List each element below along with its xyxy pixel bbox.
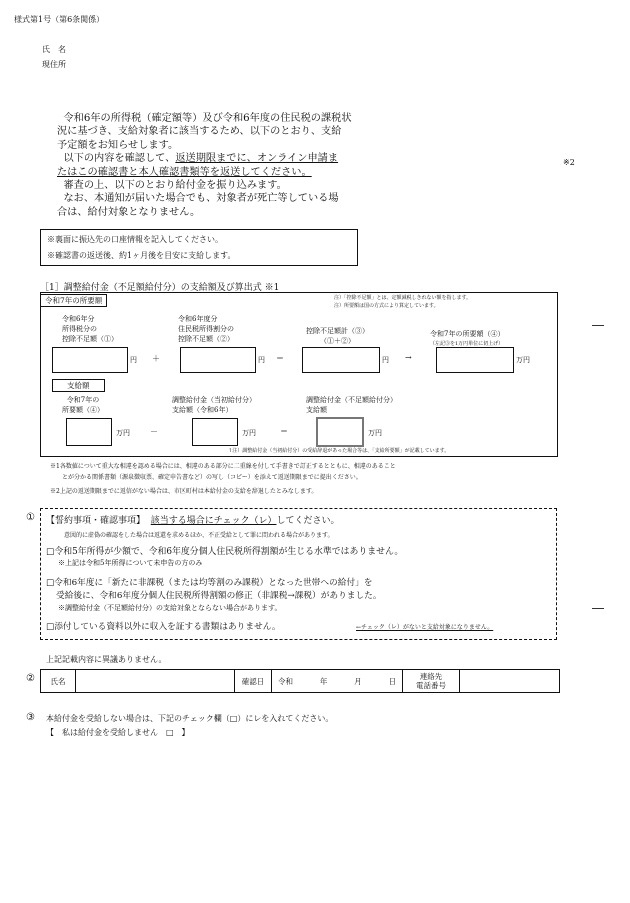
signature-row xyxy=(40,669,560,693)
amount4-unit: 万円 xyxy=(516,356,530,364)
b2-unit: 万円 xyxy=(242,429,256,437)
section1-title: ［1］調整給付金（不足額給付分）の支給額及び算出式 ※1 xyxy=(40,283,280,293)
margin-mark-bottom xyxy=(592,608,604,609)
notice-line-1: ※裏面に振込先の口座情報を記入してください。 xyxy=(47,235,223,244)
b1-input[interactable] xyxy=(66,418,112,446)
amount4-input[interactable] xyxy=(436,347,514,373)
b1-unit: 万円 xyxy=(116,429,130,437)
note-2: ※2上記の返送期限までに返信がない場合は、市区町村は本給付金の支給を辞退したとみなします。 xyxy=(50,488,318,495)
col4-label: 令和7年の所要額（④） （左記③を1万円単位に切上げ） xyxy=(430,330,505,347)
arrow-sign: → xyxy=(405,353,412,362)
sign-name-label: 氏名 xyxy=(41,670,76,692)
equals-sign: ＝ xyxy=(276,354,284,363)
section2-number: ① xyxy=(26,512,35,523)
amount3-unit: 円 xyxy=(382,356,389,364)
amount1-input[interactable] xyxy=(52,347,128,373)
section3-number: ③ xyxy=(26,712,35,723)
pledge-item-2[interactable]: □令和6年度に「新たに非課税（または均等割のみ課税）となった世帯への給付」を xyxy=(46,578,373,588)
b1-label: 令和7年の 所要額（④） xyxy=(62,396,104,414)
calc-footnote: ↑注）調整給付金（当初給付分）の受給辞退があった場合等は、「支給所要額」が記載しています。 xyxy=(228,448,450,454)
decline-checkbox-line[interactable]: 【 私は給付金を受給しません □ 】 xyxy=(46,728,190,737)
sign-date-input[interactable]: 令和 年 月 日 xyxy=(272,670,403,692)
plus-sign: ＋ xyxy=(152,354,160,363)
form-id: 様式第1号（第6条関係） xyxy=(14,15,105,24)
sign-tel-label: 連絡先 電話番号 xyxy=(403,670,460,692)
col3-label: 控除不足額計（③） （①＋②） xyxy=(306,327,369,345)
pledge-item-1-note: ※上記は令和5年所得について未申告の方のみ xyxy=(58,559,203,567)
sign-tel-input[interactable] xyxy=(460,670,559,692)
pledge-subnote: 意図的に虚偽の確認をした場合は返還を求めるほか、不正受給として罪に問われる場合があります。 xyxy=(64,532,334,539)
amount2-unit: 円 xyxy=(258,356,265,364)
notice-box xyxy=(40,229,358,266)
minus-sign: － xyxy=(150,427,158,436)
col1-label: 令和6年分 所得税分の 控除不足額（①） xyxy=(62,315,118,343)
decline-text: 本給付金を受給しない場合は、下記のチェック欄（□）にレを入れてください。 xyxy=(46,714,334,723)
b2-input[interactable] xyxy=(192,418,238,446)
note-1-line-1: ※1各数値について重大な相違を認める場合には、相違のある部分に二重線を付して手書きで訂正するとともに、相違のあること xyxy=(50,463,396,470)
name-label: 氏 名 xyxy=(42,45,66,54)
amount3-input[interactable] xyxy=(302,347,380,373)
pledge-item-2-line-2: 受給後に、令和6年度分個人住民税所得割額の修正（非課税→課税）がありました。 xyxy=(56,591,382,601)
bottom-section-label: 支給額 xyxy=(52,379,105,392)
pledge-item-1[interactable]: □令和5年所得が少額で、令和6年度分個人住民税所得割額が生じる水準ではありません。 xyxy=(46,547,404,557)
amount2-input[interactable] xyxy=(180,347,256,373)
confirm-text: 上記記載内容に異議ありません。 xyxy=(46,655,167,664)
b2-label: 調整給付金（当初給付分） 支給額（令和6年） xyxy=(172,396,256,414)
b3-label: 調整給付金（不足額給付分） 支給額 xyxy=(306,396,397,414)
note-b: 注）所要額は国の方式により算定しています。 xyxy=(334,303,439,309)
intro-text: 令和6年の所得税（確定額等）及び令和6年度の住民税の課税状 況に基づき、支給対象者に該当するため、以下のとおり、支給 予定額をお知らせします。 以下の内容を確認して、返送期限までに、オンライン申請ま たはこの確認書と本人確認書類等を返送してください。 審査の上、以下のとおり給付金を振り込みます。 なお、本通知が届いた場合でも、対象者が死亡等している場 合は、給付対象となりません。 xyxy=(57,113,352,218)
address-label: 現住所 xyxy=(42,60,66,69)
b3-unit: 万円 xyxy=(368,429,382,437)
section2b-number: ② xyxy=(26,673,35,684)
sign-date-label: 確認日 xyxy=(235,670,272,692)
note-a: 注）「控除不足額」とは、定額減税しきれない額を指します。 xyxy=(334,295,472,301)
pledge-item-3[interactable]: □添付している資料以外に収入を証する書類はありません。 xyxy=(46,622,281,632)
amount1-unit: 円 xyxy=(130,356,137,364)
note-1-line-2: とが分かる関係書類（源泉徴収票、確定申告書など）の写し（コピー）を添えて返送期限までに提出ください。 xyxy=(62,474,362,481)
equals-sign-2: ＝ xyxy=(280,427,288,436)
pledge-title: 【誓約事項・確認事項】 該当する場合にチェック（レ）してください。 xyxy=(46,516,340,526)
pledge-item-3-note: ←チェック（レ）がないと支給対象になりません。 xyxy=(356,624,494,631)
top-section-label: 令和7年の所要額 xyxy=(40,294,107,307)
pledge-item-2-note: ※調整給付金（不足額給付分）の支給対象とならない場合があります。 xyxy=(58,604,282,612)
col2-label: 令和6年度分 住民税所得割分の 控除不足額（②） xyxy=(178,315,234,343)
sign-name-input[interactable] xyxy=(76,670,235,692)
note-mark-2: ※2 xyxy=(563,158,575,167)
margin-mark-top xyxy=(592,325,604,326)
notice-line-2: ※確認書の返送後、約1ヶ月後を目安に支給します。 xyxy=(47,251,236,260)
b3-input[interactable] xyxy=(316,417,364,447)
